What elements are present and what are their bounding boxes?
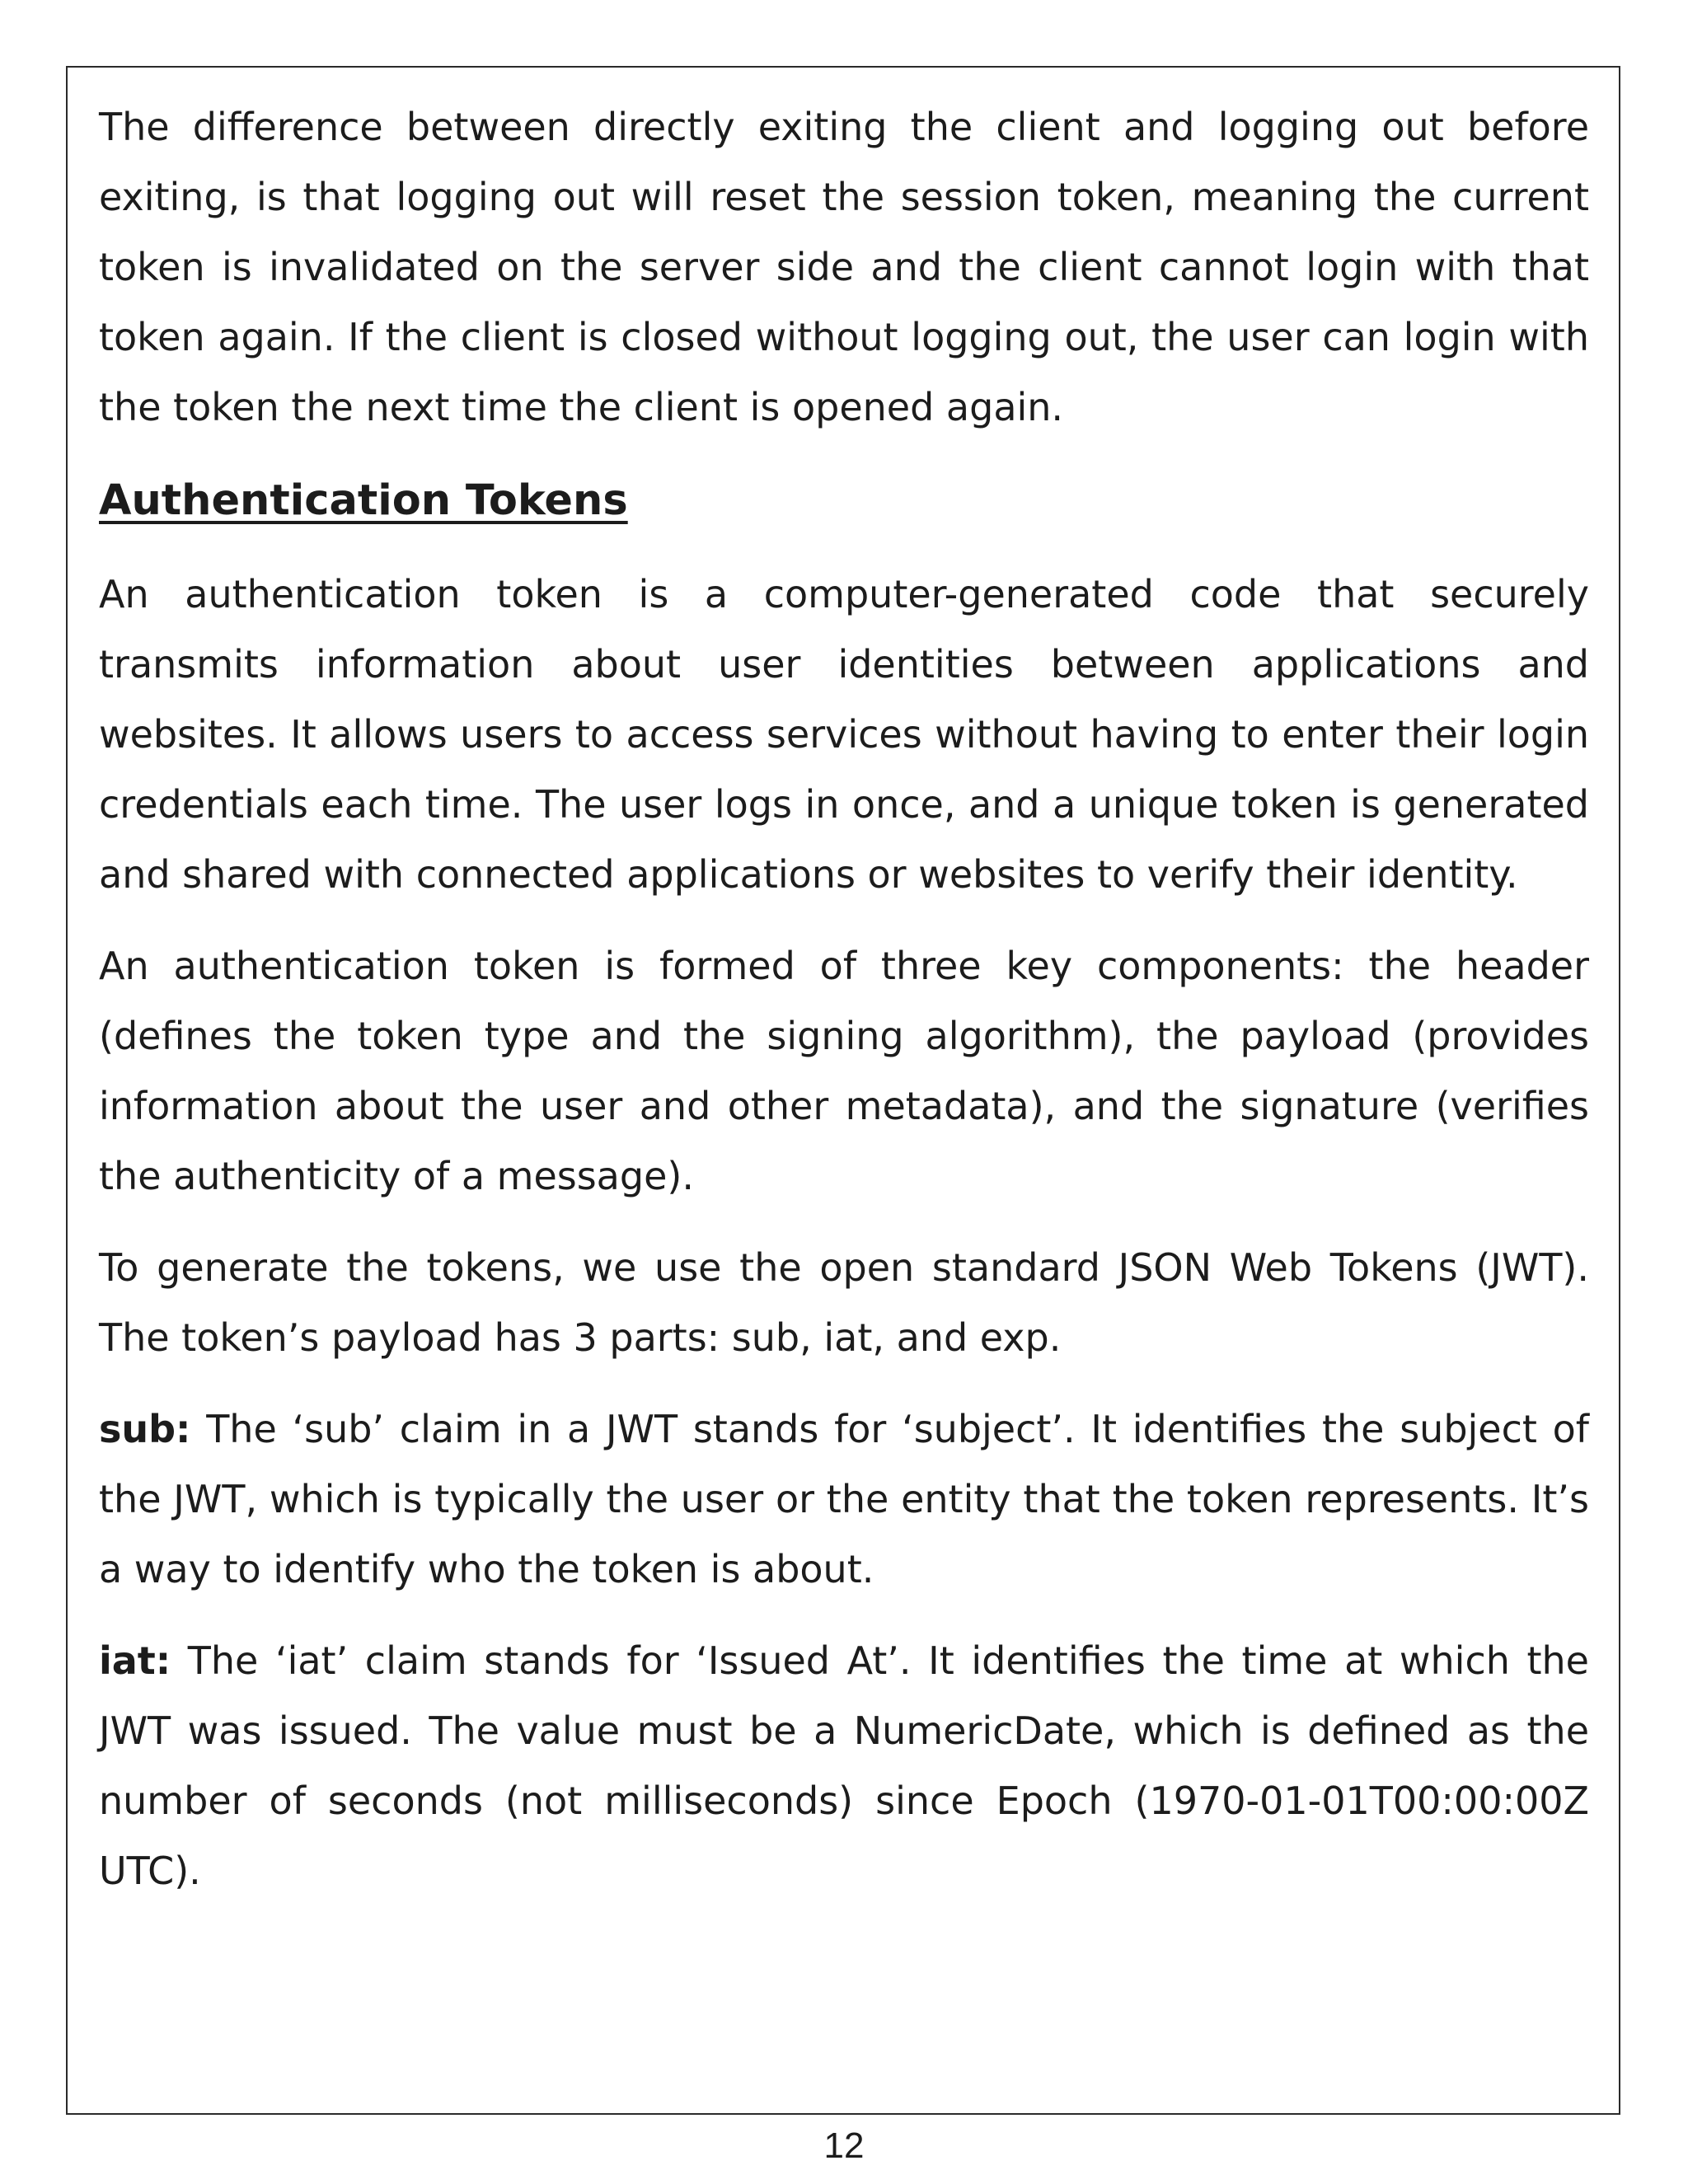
definition-sub: [99, 1394, 1589, 1605]
paragraph-token-components: An authentication token is formed of three key components: the header (defines the token type and the signing algorithm), the payload (provides information about the user and other metadata), and the signature (verifies the authenticity of a message).: [99, 944, 1589, 1198]
paragraph-auth-token-definition: An authentication token is a computer-generated code that securely transmits information about user identities between applications and websites. It allows users to access services without having to enter their login credentials each time. The user logs in once, and a unique token is generated and shared with connected applications or websites to verify their identity.: [99, 572, 1589, 897]
intro-paragraph: The difference between directly exiting the client and logging out before exiting, is that logging out will reset the session token, meaning the current token is invalidated on the server side and the client cannot login with that token again. If the client is closed without logging out, the user can login with the token the next time the client is opened again.: [99, 105, 1589, 429]
section-heading: Authentication Tokens: [99, 476, 628, 525]
definition-text: The ‘iat’ claim stands for ‘Issued At’. It identifies the time at which the JWT was issued. The value must be a NumericDate, which is defined as the number of seconds (not milliseconds) since Epoch (1970-01-01T00:00:00Z UTC).: [99, 1638, 1589, 1893]
page-number: 12: [823, 2125, 865, 2166]
paragraph-jwt: To generate the tokens, we use the open standard JSON Web Tokens (JWT). The token’s payload has 3 parts: sub, iat, and exp.: [99, 1245, 1589, 1360]
document-body: [99, 92, 1589, 1928]
definition-iat: [99, 1626, 1589, 1906]
definition-text: The ‘sub’ claim in a JWT stands for ‘subject’. It identifies the subject of the JWT, which is typically the user or the entity that the token represents. It’s a way to identify who the token is about.: [99, 1407, 1589, 1591]
definition-term: iat:: [99, 1638, 171, 1683]
definition-term: sub:: [99, 1407, 191, 1451]
